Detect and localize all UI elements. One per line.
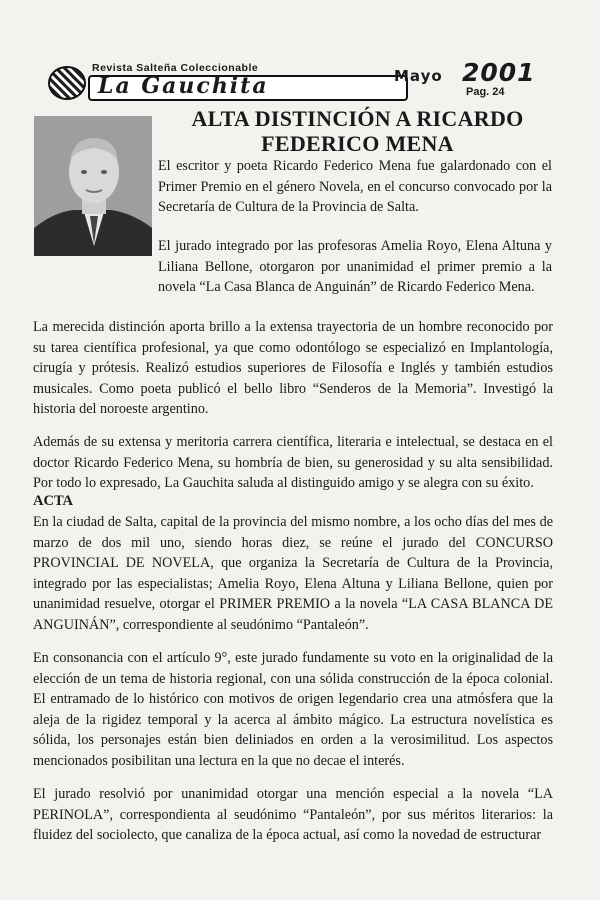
magazine-subtitle: Revista Salteña Coleccionable [92, 62, 259, 74]
jury-paragraph: El jurado integrado por las profesoras Amelia Royo, Elena Altuna y Liliana Bellone, otorgaron por unanimidad el primer premio a la novela “La Casa Blanca de Anguinán” de Ricardo Federico Mena. [158, 238, 552, 295]
intro-paragraph: El escritor y poeta Ricardo Federico Mena fue galardonado con el Primer Premio en el género Novela, en el concurso convocado por la Secretaría de Cultura de la Provincia de Salta. [158, 158, 552, 215]
gaucho-logo-icon [48, 66, 86, 100]
issue-year: 2001 [462, 58, 536, 87]
acta-paragraph-1: En la ciudad de Salta, capital de la provincia del mismo nombre, a los ocho días del mes de marzo de dos mil uno, siendo horas diez, se reúne el jurado del CONCURSO PROVINCIAL DE NOVELA, que organiza la Secretaría de Cultura de la Provincia, integrado por las especialistas; Amelia Royo, Elena Altuna y Liliana Bellone, quien por unanimidad resuelve, otorgar el PRIMER PREMIO a la novela “LA CASA BLANCA DE ANGUINÁN”, correspondiente al seudónimo “Pantaleón”. [33, 514, 553, 633]
article-headline: ALTA DISTINCIÓN A RICARDO FEDERICO MENA [191, 106, 524, 156]
page-number: Pag. 24 [466, 86, 505, 98]
acta-paragraph-2: En consonancia con el artículo 9°, este jurado fundamente su voto en la originalidad de la elección de un tema de historia regional, con una sólida construcción de la época colonial. El entramado de lo histórico con motivos de origen legendario crea una atmósfera que la aleja de la rigidez temporal y la acerca al ámbito mágico. La estructura novelística es sólida, los personajes están bien deliniados en orden a la verosimilitud. Los aspectos mencionados posibilitan una lectura en la que no decae el interés. [33, 650, 553, 769]
masthead [48, 58, 548, 106]
acta-paragraph-3: El jurado resolvió por unanimidad otorgar una mención especial a la novela “LA PERINOLA”, correspondienta al seudónimo “Pantaleón”, por sus méritos literarios: la fluidez del sociolecto, que canaliza de la época actual, así como la novedad de estructurar [33, 786, 553, 843]
tribute-paragraph: Además de su extensa y meritoria carrera científica, literaria e intelectual, se destaca en el doctor Ricardo Federico Mena, su hombría de bien, su generosidad y su alta sensibilidad. Por todo lo expresado, La Gauchita saluda al distinguido amigo y se alegra con su éxito. [33, 434, 553, 491]
issue-month: Mayo [394, 67, 443, 85]
acta-heading: ACTA [33, 493, 74, 509]
author-portrait-photo [34, 116, 152, 256]
portrait-icon [34, 116, 152, 256]
magazine-title: La Gauchita [98, 73, 269, 99]
career-paragraph: La merecida distinción aporta brillo a la extensa trayectoria de un hombre reconocido por su tarea científica profesional, ya que como odontólogo se especializó en Implantología, cirugía y prótesis. Realizó estudios superiores de Filosofía e Inglés y también estudios musicales. Como poeta publicó el bello libro “Senderos de la Memoria”. Investigó la historia del noroeste argentino. [33, 319, 553, 417]
